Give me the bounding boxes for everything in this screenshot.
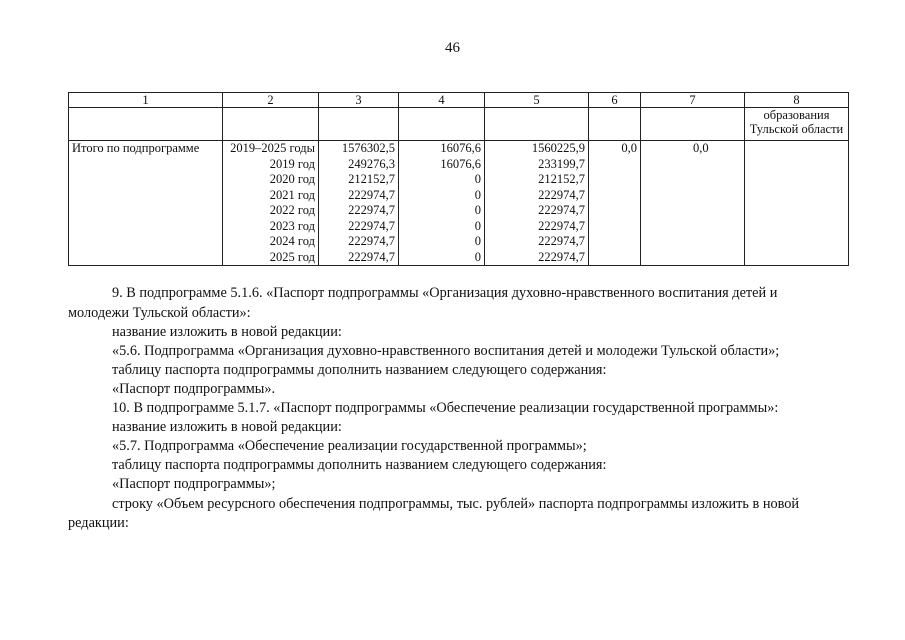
value: 222974,7 <box>348 203 395 217</box>
budget-table <box>68 92 849 266</box>
year-label: 2023 год <box>269 218 315 233</box>
value: 222974,7 <box>348 234 395 248</box>
year-label: 2019–2025 годы <box>230 141 315 155</box>
value: 233199,7 <box>538 156 585 171</box>
paragraph: молодежи Тульской области»: <box>68 305 251 321</box>
note-line: Тульской области <box>749 122 844 136</box>
value: 1576302,5 <box>341 141 395 155</box>
value: 1560225,9 <box>531 141 585 155</box>
year-label: 2024 год <box>269 234 315 248</box>
year-label: 2025 год <box>269 249 315 264</box>
col8-cell <box>745 141 849 266</box>
value: 222974,7 <box>348 218 395 233</box>
col7-cell: 0,0 <box>641 141 745 266</box>
paragraph: «Паспорт подпрограммы»; <box>112 476 276 492</box>
years-cell <box>223 141 319 266</box>
paragraph: «Паспорт подпрограммы». <box>112 381 276 397</box>
col6-cell: 0,0 <box>589 141 641 266</box>
value: 16076,6 <box>440 156 481 171</box>
col-number: 2 <box>223 93 319 108</box>
value: 0 <box>474 203 481 217</box>
paragraph: «5.7. Подпрограмма «Обеспечение реализации государственной программы»; <box>112 438 587 454</box>
col-number: 1 <box>69 93 223 108</box>
col5-cell <box>485 141 589 266</box>
value: 0 <box>474 234 481 248</box>
year-label: 2021 год <box>269 187 315 202</box>
row-label: Итого по подпрограмме <box>69 141 223 266</box>
year-label: 2020 год <box>269 172 315 186</box>
table-header-row <box>69 93 849 108</box>
paragraph: «5.6. Подпрограмма «Организация духовно-нравственного воспитания детей и молодежи Тульской области»; <box>112 343 780 359</box>
note-line: образования <box>763 108 830 122</box>
value: 0 <box>474 249 481 264</box>
col-number: 7 <box>641 93 745 108</box>
year-label: 2022 год <box>269 203 315 217</box>
paragraph: название изложить в новой редакции: <box>112 324 342 340</box>
col4-cell <box>399 141 485 266</box>
col-number: 3 <box>319 93 399 108</box>
col-number: 5 <box>485 93 589 108</box>
year-label: 2019 год <box>269 156 315 171</box>
table-row-total <box>69 141 849 266</box>
paragraph: название изложить в новой редакции: <box>112 419 342 435</box>
paragraph: таблицу паспорта подпрограммы дополнить названием следующего содержания: <box>112 362 607 378</box>
col-number: 6 <box>589 93 641 108</box>
value: 222974,7 <box>538 203 585 217</box>
value: 0 <box>474 187 481 202</box>
value: 222974,7 <box>348 187 395 202</box>
value: 222974,7 <box>538 187 585 202</box>
paragraph: редакции: <box>68 515 129 531</box>
page-number: 46 <box>445 40 460 56</box>
col-number: 4 <box>399 93 485 108</box>
value: 212152,7 <box>538 172 585 186</box>
paragraph: 9. В подпрограмме 5.1.6. «Паспорт подпрограммы «Организация духовно-нравственного воспитания детей и <box>112 285 778 301</box>
value: 249276,3 <box>348 156 395 171</box>
col3-cell <box>319 141 399 266</box>
value: 212152,7 <box>348 172 395 186</box>
col-number: 8 <box>745 93 849 108</box>
value: 222974,7 <box>538 218 585 233</box>
value: 16076,6 <box>440 141 481 155</box>
value: 0 <box>474 218 481 233</box>
value: 222974,7 <box>348 249 395 264</box>
paragraph: таблицу паспорта подпрограммы дополнить названием следующего содержания: <box>112 457 607 473</box>
value: 0 <box>474 172 481 186</box>
value: 222974,7 <box>538 249 585 264</box>
paragraph: 10. В подпрограмме 5.1.7. «Паспорт подпрограммы «Обеспечение реализации государственной программы»: <box>112 400 779 416</box>
paragraph: строку «Объем ресурсного обеспечения подпрограммы, тыс. рублей» паспорта подпрограммы изложить в новой <box>112 496 800 512</box>
value: 222974,7 <box>538 234 585 248</box>
col8-note <box>745 108 849 141</box>
table-row <box>69 108 849 141</box>
